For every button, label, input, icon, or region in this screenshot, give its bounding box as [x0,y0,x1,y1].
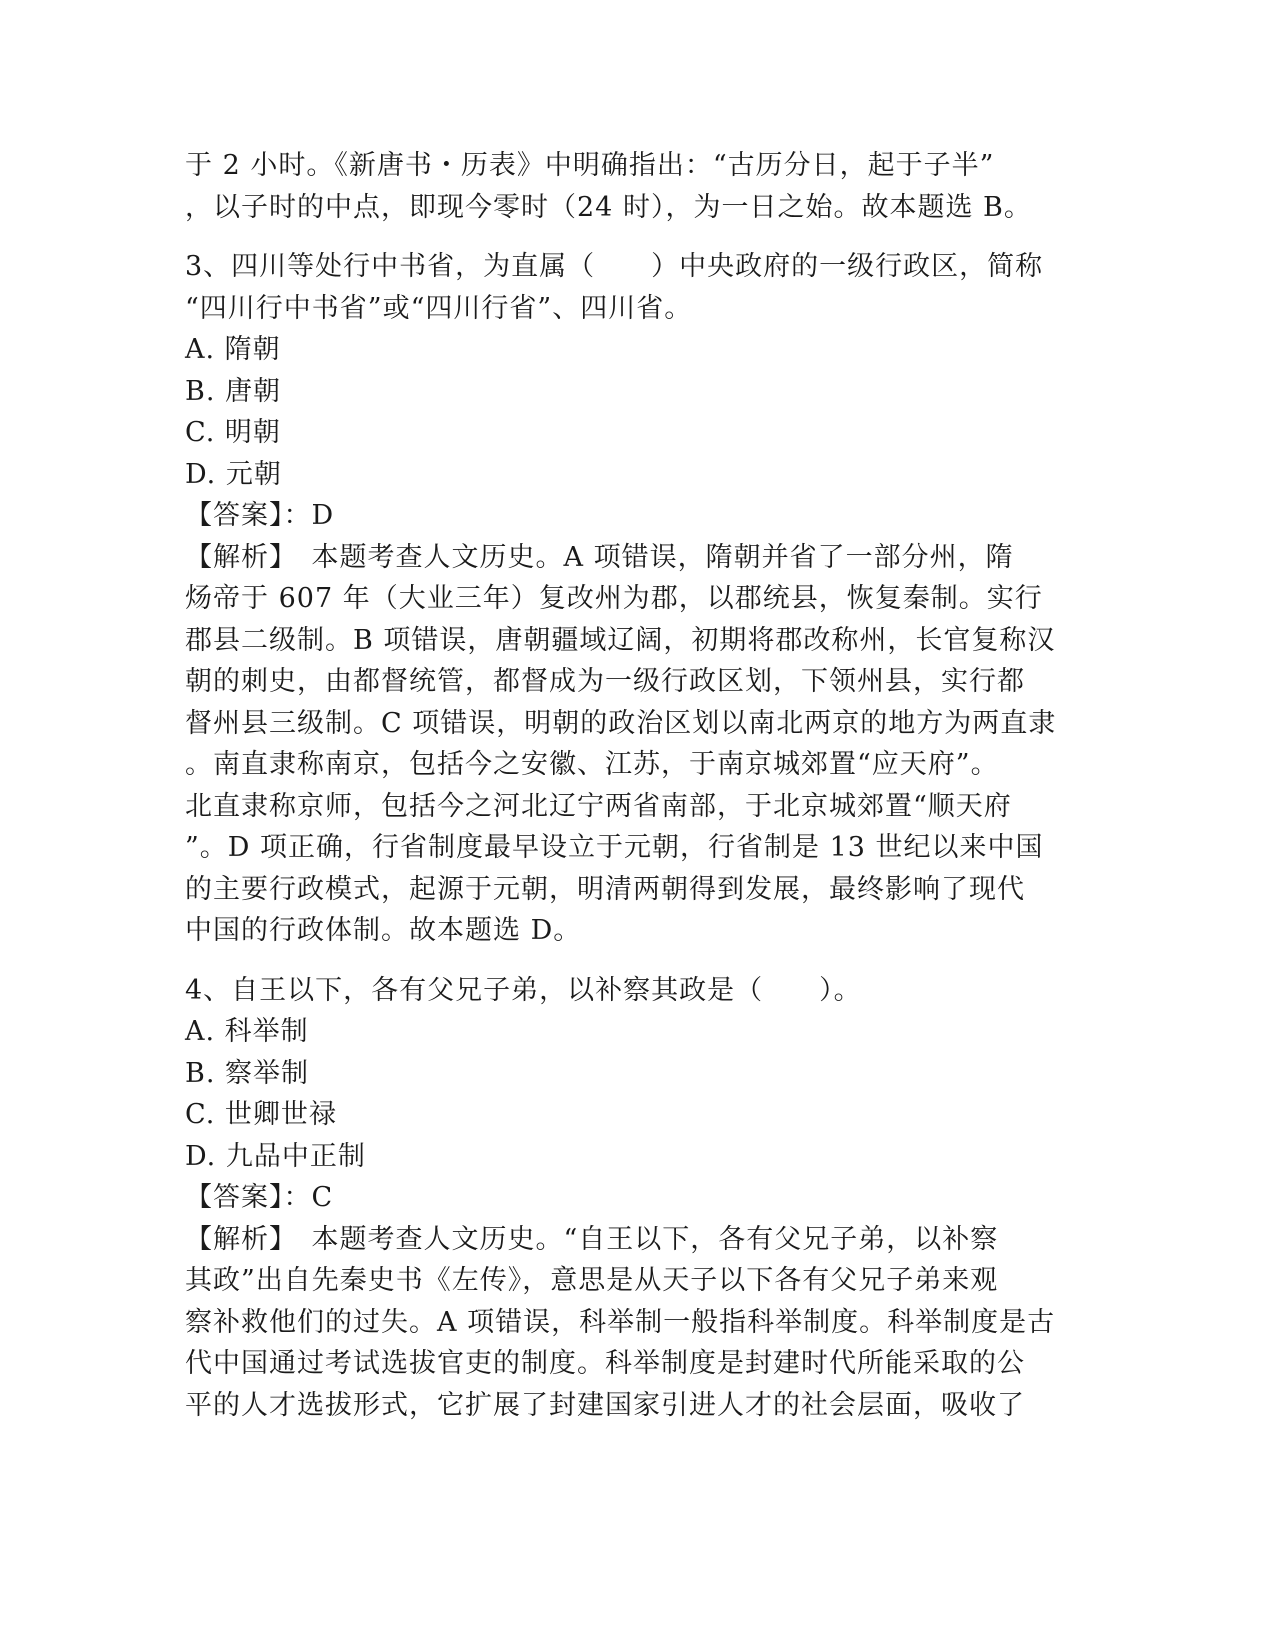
analysis-line: ”。D 项正确，行省制度最早设立于元朝，行省制是 13 世纪以来中国 [185,832,1044,863]
question-stem: “四川行中书省”或“四川行省”、四川省。 [185,292,693,324]
analysis-line: 【解析】 本题考查人文历史。A 项错误，隋朝并省了一部分州，隋 [185,541,1014,573]
answer-line: 【答案】：C [185,1182,334,1213]
analysis-line: 代中国通过考试选拔官吏的制度。科举制度是封建时代所能采取的公 [185,1348,1025,1379]
analysis-line: 察补救他们的过失。A 项错误，科举制一般指科举制度。科举制度是古 [185,1306,1056,1338]
analysis-line: 朝的刺史，由都督统管，都督成为一级行政区划，下领州县，实行都 [185,666,1025,697]
answer-line: 【答案】：D [185,500,335,531]
analysis-line: 平的人才选拔形式，它扩展了封建国家引进人才的社会层面，吸收了 [185,1389,1025,1421]
question-3 [185,246,1085,952]
document-page [185,145,1085,1426]
previous-analysis-continuation [185,145,1085,228]
option-a: A. 隋朝 [185,334,281,365]
analysis-line: 的主要行政模式，起源于元朝，明清两朝得到发展，最终影响了现代 [185,873,1025,905]
analysis-line: 炀帝于 607 年（大业三年）复改州为郡，以郡统县，恢复秦制。实行 [185,583,1043,614]
text-line: ，以子时的中点，即现今零时（24 时），为一日之始。故本题选 B。 [185,191,1032,223]
analysis-line: 郡县二级制。B 项错误，唐朝疆域辽阔，初期将郡改称州，长官复称汉 [185,624,1056,656]
analysis-line: 督州县三级制。C 项错误，明朝的政治区划以南北两京的地方为两直隶 [185,707,1057,739]
option-b: B. 察举制 [185,1057,310,1089]
question-stem: 3、四川等处行中书省，为直属（ ）中央政府的一级行政区，简称 [185,251,1044,282]
option-a: A. 科举制 [185,1016,309,1047]
analysis-line: 。南直隶称南京，包括今之安徽、江苏，于南京城郊置“应天府”。 [185,749,999,780]
option-c: C. 明朝 [185,417,281,448]
option-b: B. 唐朝 [185,375,282,407]
option-d: D. 元朝 [185,458,282,490]
text-line: 于 2 小时。《新唐书・历表》中明确指出：“古历分日，起于子半” [185,150,995,181]
analysis-line: 其政”出自先秦史书《左传》，意思是从天子以下各有父兄子弟来观 [185,1265,999,1296]
question-4 [185,970,1085,1427]
question-stem: 4、自王以下，各有父兄子弟，以补察其政是（ ）。 [185,974,862,1006]
option-d: D. 九品中正制 [185,1140,366,1172]
analysis-line: 北直隶称京师，包括今之河北辽宁两省南部，于北京城郊置“顺天府 [185,790,1012,822]
analysis-line: 【解析】 本题考查人文历史。“自王以下，各有父兄子弟，以补察 [185,1223,999,1255]
option-c: C. 世卿世禄 [185,1099,337,1130]
analysis-line: 中国的行政体制。故本题选 D。 [185,915,582,946]
